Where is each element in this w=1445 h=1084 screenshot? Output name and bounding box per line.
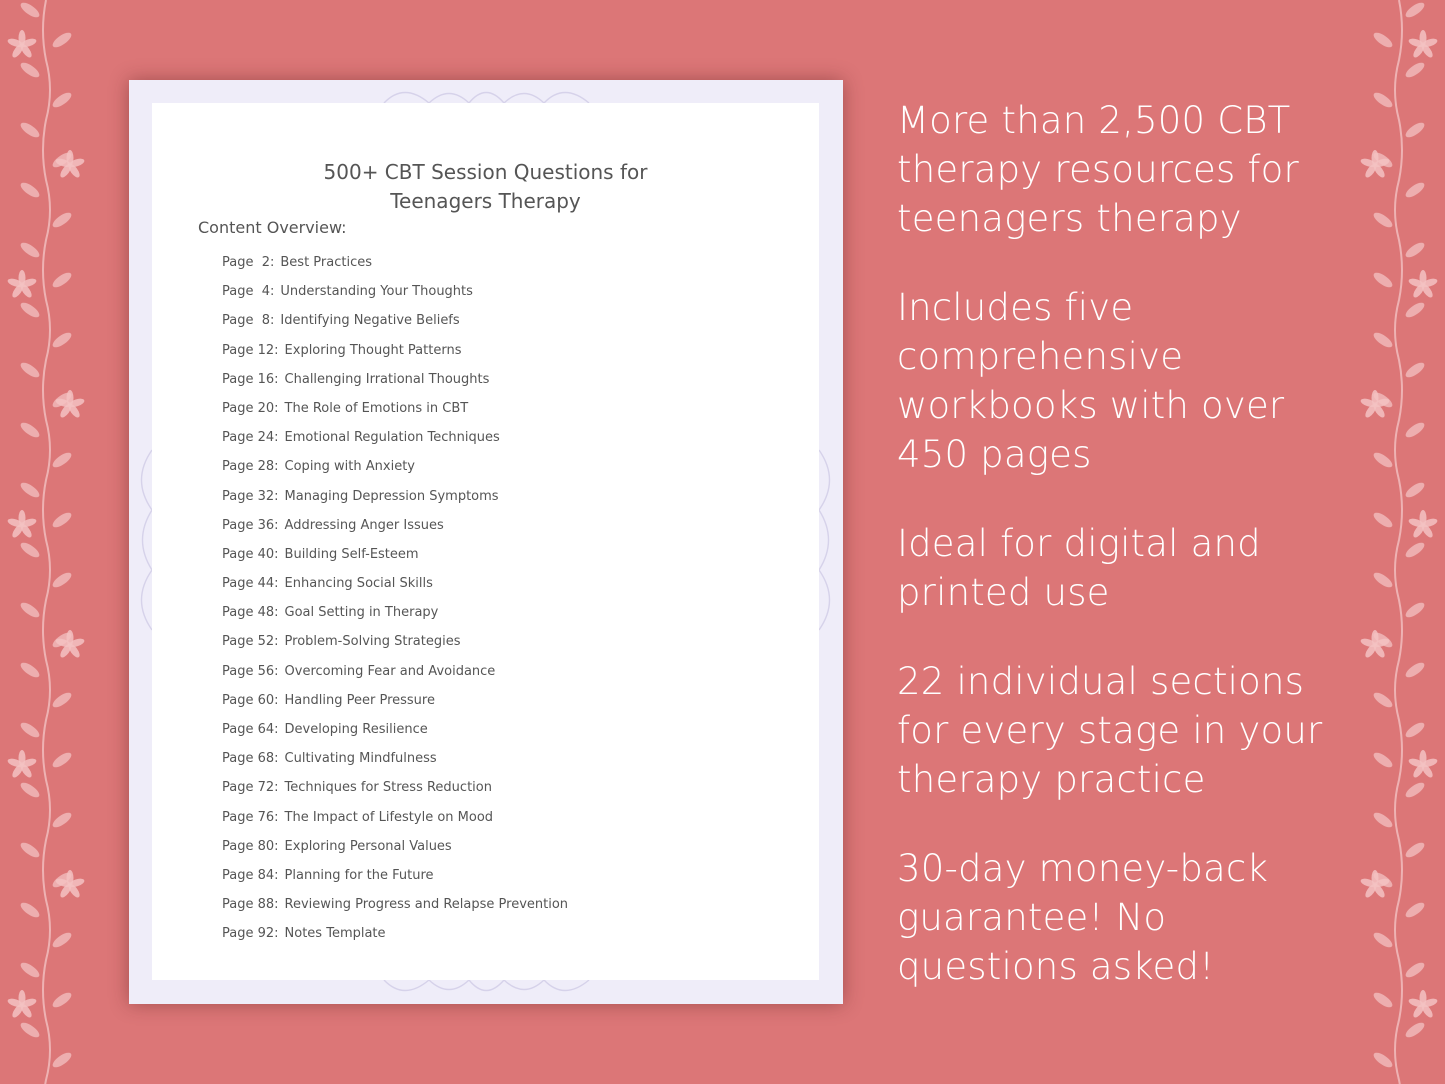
toc-page-number: Page 28: (222, 459, 279, 475)
toc-page-number: Page 68: (222, 751, 279, 767)
toc-title: Developing Resilience (284, 722, 428, 737)
toc-page-number: Page 84: (222, 867, 279, 883)
toc-title: Overcoming Fear and Avoidance (284, 663, 496, 679)
toc-page-number: Page 8: (222, 313, 275, 329)
toc-item (222, 691, 568, 720)
floral-vine-right-icon (1353, 0, 1445, 1084)
toc-title: Planning for the Future (284, 867, 434, 883)
toc-item (222, 370, 568, 399)
toc-item (222, 253, 568, 282)
toc-item (222, 341, 568, 370)
floral-vine-left-icon (0, 0, 92, 1084)
toc-page-number: Page 56: (222, 663, 279, 679)
toc-page-number: Page 64: (222, 722, 279, 737)
toc-item (222, 399, 568, 428)
feature-text: Ideal for digital and printed use (897, 522, 1261, 614)
toc-page-number: Page 36: (222, 517, 279, 533)
toc-item (222, 487, 568, 516)
toc-item (222, 311, 568, 340)
toc-page-number: Page 12: (222, 342, 279, 358)
toc-title: Goal Setting in Therapy (284, 605, 439, 621)
toc-page-number: Page 4: (222, 284, 275, 300)
toc-page-number: Page 24: (222, 430, 279, 446)
toc-item (222, 603, 568, 632)
toc-item (222, 574, 568, 603)
toc-title: Building Self-Esteem (284, 546, 419, 562)
content-overview-label: Content Overview: (198, 218, 347, 237)
toc-page-number: Page 2: (222, 255, 275, 270)
toc-page-number: Page 80: (222, 838, 279, 854)
document-page (152, 103, 819, 980)
feature-text: More than 2,500 CBT therapy resources for teenagers therapy (897, 99, 1299, 240)
toc-page-number: Page 60: (222, 692, 279, 708)
toc-title: Notes Template (284, 926, 386, 942)
toc-page-number: Page 44: (222, 576, 279, 592)
document-title (152, 158, 819, 216)
toc-title: Exploring Thought Patterns (284, 342, 462, 358)
toc-title: Best Practices (280, 255, 373, 270)
toc-title: Reviewing Progress and Relapse Prevention (284, 897, 569, 913)
toc-item (222, 632, 568, 661)
toc-title: Understanding Your Thoughts (280, 284, 473, 300)
toc-page-number: Page 72: (222, 780, 279, 796)
toc-title: Cultivating Mindfulness (284, 751, 437, 767)
toc-title: Identifying Negative Beliefs (280, 313, 460, 329)
toc-title: Coping with Anxiety (284, 459, 415, 475)
toc-title: The Impact of Lifestyle on Mood (284, 809, 494, 825)
feature-text: 30-day money-back guarantee! No questions asked! (897, 847, 1269, 988)
toc-page-number: Page 76: (222, 809, 279, 825)
toc-title: Exploring Personal Values (284, 838, 452, 854)
toc-item (222, 282, 568, 311)
toc-title: Handling Peer Pressure (284, 692, 435, 708)
toc-item (222, 457, 568, 486)
document-title-line2: Teenagers Therapy (390, 189, 581, 213)
toc-page-number: Page 88: (222, 897, 279, 913)
toc-page-number: Page 52: (222, 634, 279, 650)
toc-item (222, 895, 568, 924)
toc-title: Techniques for Stress Reduction (284, 780, 492, 796)
toc-item (222, 428, 568, 457)
toc-title: The Role of Emotions in CBT (284, 400, 469, 416)
toc-item (222, 662, 568, 691)
toc-item (222, 924, 568, 953)
document-title-line1: 500+ CBT Session Questions for (323, 160, 648, 184)
toc-item (222, 749, 568, 778)
toc-page-number: Page 20: (222, 400, 279, 416)
toc-item (222, 545, 568, 574)
toc-page-number: Page 48: (222, 605, 279, 621)
toc-item (222, 516, 568, 545)
toc-title: Enhancing Social Skills (284, 576, 433, 592)
toc-page-number: Page 32: (222, 488, 279, 504)
document-preview (129, 80, 843, 1004)
toc-page-number: Page 16: (222, 371, 279, 387)
toc-item (222, 808, 568, 837)
toc-item (222, 778, 568, 807)
feature-text: 22 individual sections for every stage in your therapy practice (897, 660, 1323, 801)
feature-list (897, 96, 1337, 1031)
table-of-contents (222, 253, 568, 954)
toc-item (222, 720, 568, 749)
toc-page-number: Page 40: (222, 546, 279, 562)
toc-page-number: Page 92: (222, 926, 279, 942)
toc-item (222, 837, 568, 866)
toc-title: Challenging Irrational Thoughts (284, 371, 490, 387)
feature-text: Includes five comprehensive workbooks with over 450 pages (897, 286, 1285, 476)
toc-title: Problem-Solving Strategies (284, 634, 461, 650)
toc-title: Addressing Anger Issues (284, 517, 444, 533)
toc-item (222, 866, 568, 895)
toc-title: Managing Depression Symptoms (284, 488, 499, 504)
toc-title: Emotional Regulation Techniques (284, 430, 500, 446)
